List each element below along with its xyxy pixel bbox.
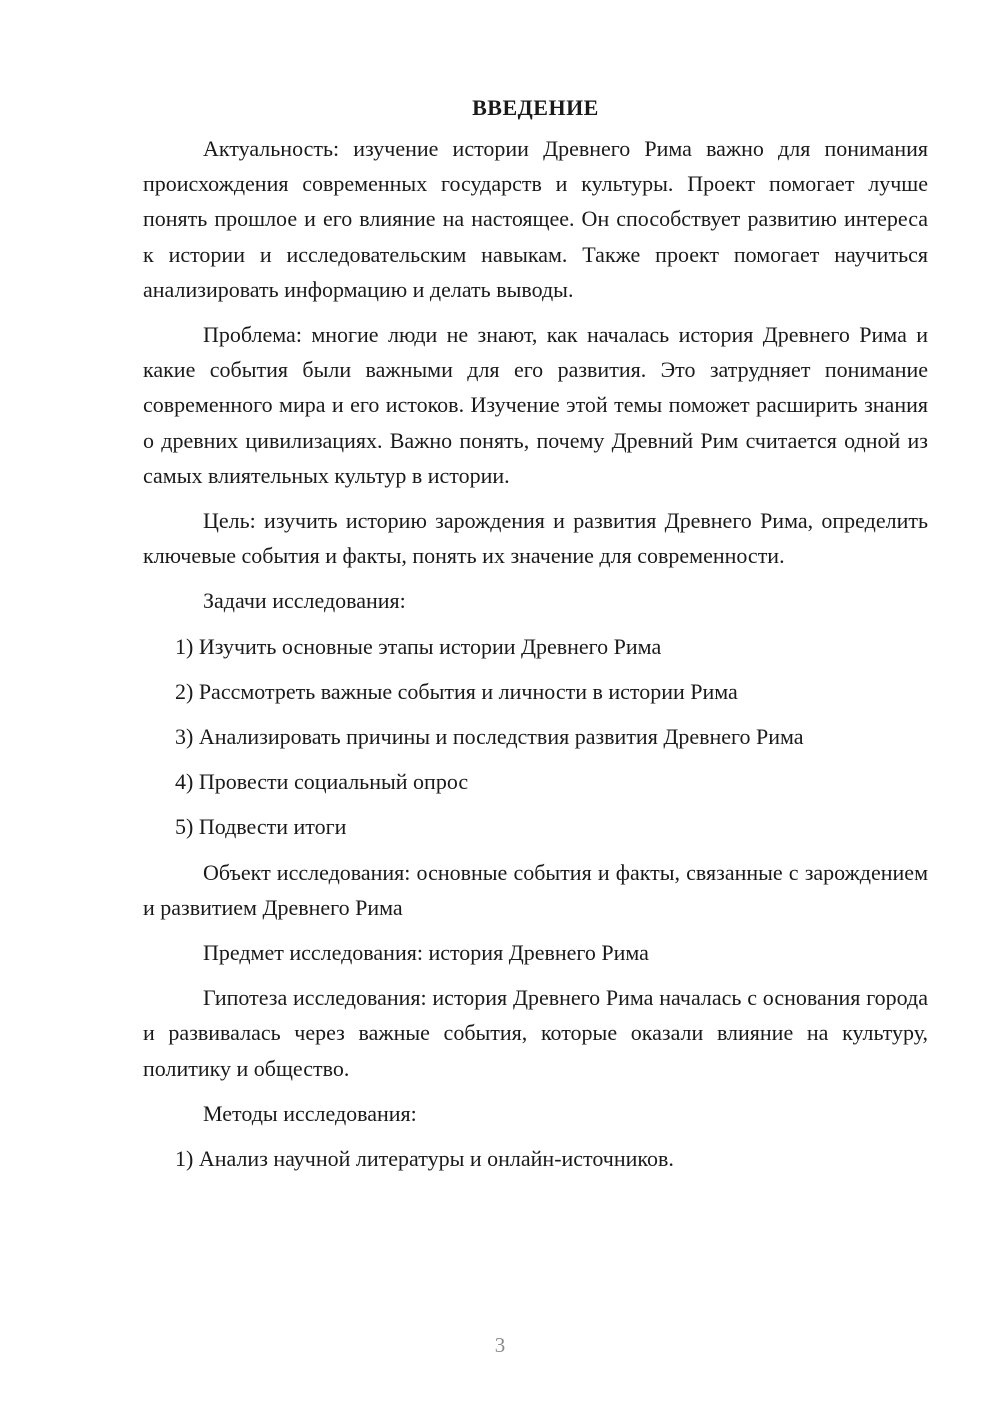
task-item-4: 4) Провести социальный опрос: [175, 769, 469, 795]
goal-paragraph: Цель: изучить историю зарождения и развития Древнего Рима, определить ключевые события и факты, понять их значение для современности.: [143, 508, 928, 569]
document-page: [143, 90, 928, 1186]
object-paragraph: Объект исследования: основные события и факты, связанные с зарождением и развитием Древнего Рима: [143, 859, 928, 920]
methods-heading: Методы исследования:: [203, 1100, 417, 1126]
task-item-3: 3) Анализировать причины и последствия развития Древнего Рима: [175, 724, 804, 750]
method-item-1: 1) Анализ научной литературы и онлайн-источников.: [175, 1146, 674, 1172]
subject-line: Предмет исследования: история Древнего Рима: [203, 940, 649, 966]
problem-paragraph: Проблема: многие люди не знают, как началась история Древнего Рима и какие события были важными для его развития. Это затрудняет понимание современного мира и его истоков. Изучение этой темы поможет расширить знания о древних цивилизациях. Важно понять, почему Древний Рим считается одной из самых влиятельных культур в истории.: [143, 322, 928, 488]
page-title: ВВЕДЕНИЕ: [472, 95, 599, 120]
hypothesis-paragraph: Гипотеза исследования: история Древнего Рима началась с основания города и развивалась через важные события, которые оказали влияние на культуру, политику и общество.: [143, 985, 928, 1081]
task-item-5: 5) Подвести итоги: [175, 814, 347, 840]
tasks-heading: Задачи исследования:: [203, 588, 406, 614]
relevance-paragraph: Актуальность: изучение истории Древнего Рима важно для понимания происхождения современных государств и культуры. Проект помогает лучше понять прошлое и его влияние на настоящее. Он способствует развитию интереса к истории и исследовательским навыкам. Также проект помогает научиться анализировать информацию и делать выводы.: [143, 136, 928, 302]
page-number: 3: [494, 1333, 506, 1357]
task-item-1: 1) Изучить основные этапы истории Древнего Рима: [175, 633, 662, 659]
task-item-2: 2) Рассмотреть важные события и личности в истории Рима: [175, 678, 738, 704]
